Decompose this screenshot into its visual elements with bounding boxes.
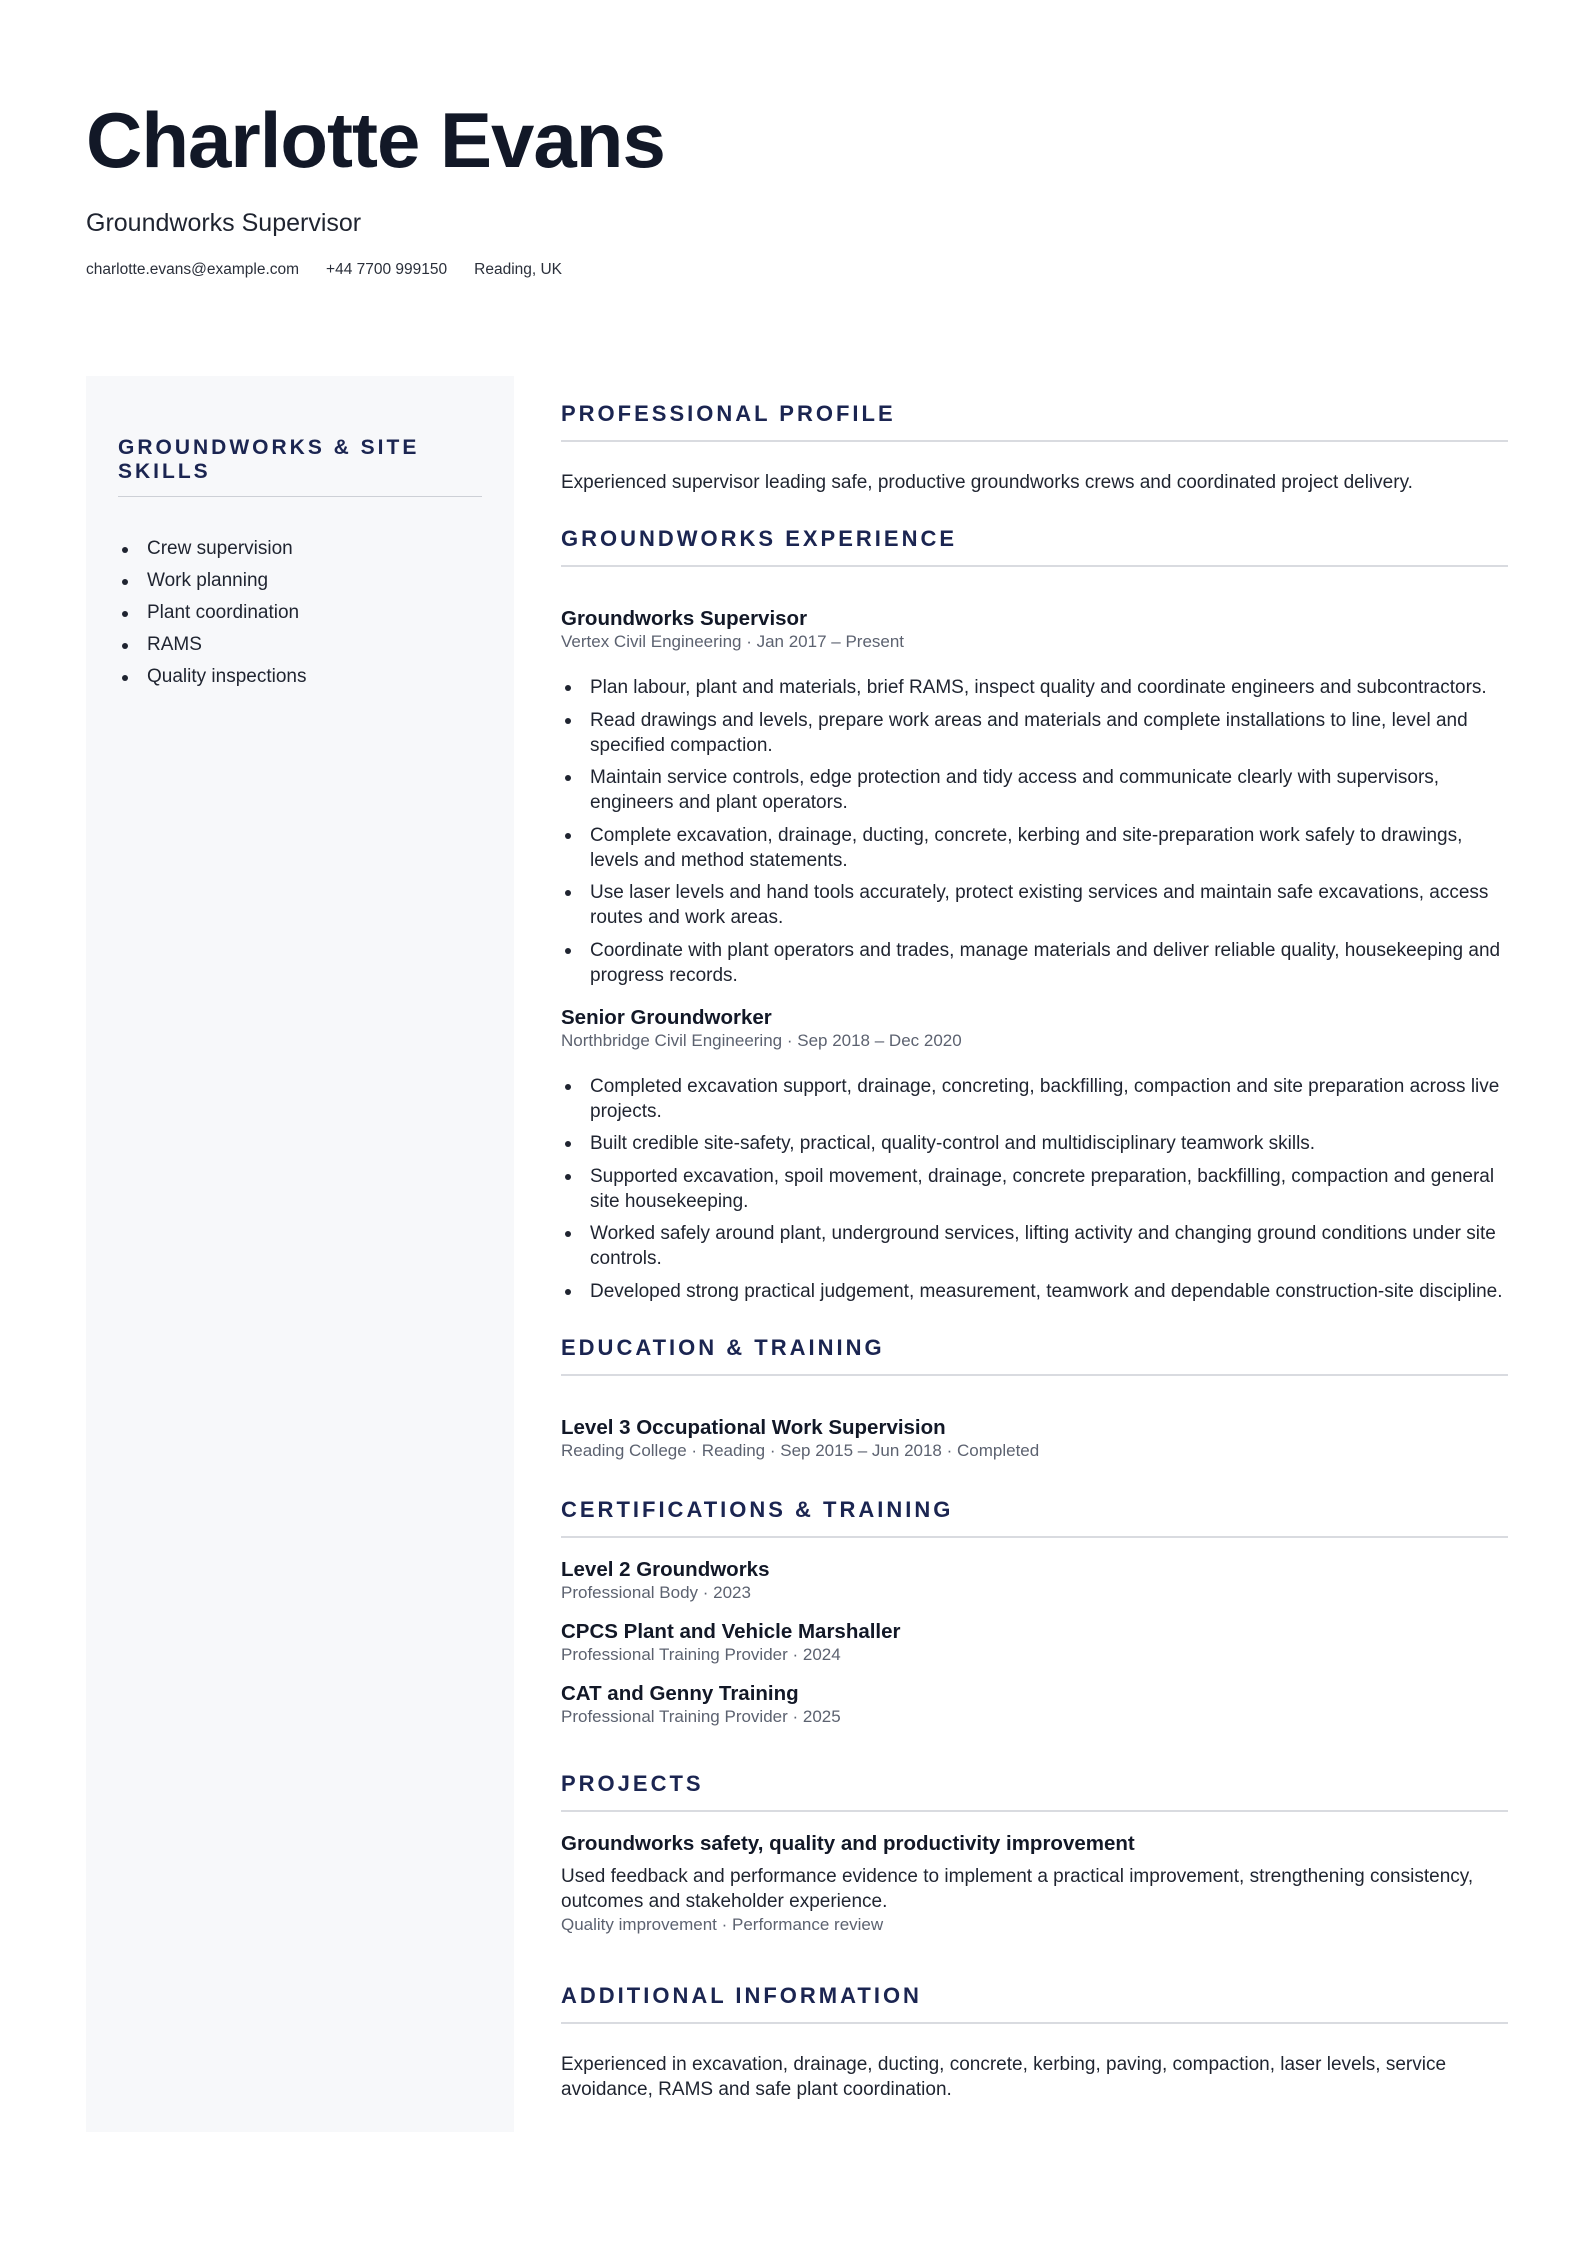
education-title: Level 3 Occupational Work Supervision [561, 1415, 946, 1439]
certification-meta: Professional Training Provider · 2024 [561, 1644, 841, 1664]
education-section-title: EDUCATION & TRAINING [561, 1334, 885, 1360]
section-divider [561, 1810, 1508, 1812]
skill-item: Crew supervision [118, 533, 482, 565]
certification-entry [561, 1558, 1508, 1604]
certification-meta: Professional Body · 2023 [561, 1582, 751, 1602]
certification-entry [561, 1682, 1508, 1728]
skills-sidebar [86, 376, 514, 2132]
education-meta: Reading College · Reading · Sep 2015 – Jun 2018 · Completed [561, 1440, 1040, 1460]
project-title: Groundworks safety, quality and productivity improvement [561, 1831, 1135, 1855]
project-entry [561, 1832, 1508, 1936]
job-entry [561, 1006, 1508, 1304]
job-bullet: Complete excavation, drainage, ducting, concrete, kerbing and site-preparation work safely to drawings, levels and method statements. [561, 823, 1508, 873]
candidate-name: Charlotte Evans [86, 96, 665, 184]
contact-phone: +44 7700 999150 [326, 261, 448, 278]
certifications-section-title: CERTIFICATIONS & TRAINING [561, 1496, 954, 1522]
certification-meta: Professional Training Provider · 2025 [561, 1706, 841, 1726]
resume-header [86, 96, 1506, 280]
job-bullet: Completed excavation support, drainage, concreting, backfilling, compaction and site preparation across live projects. [561, 1074, 1508, 1124]
skills-section-title: GROUNDWORKS & SITE SKILLS [118, 436, 420, 483]
project-meta: Quality improvement · Performance review [561, 1914, 884, 1934]
job-bullet: Coordinate with plant operators and trades, manage materials and deliver reliable quality, housekeeping and progress records. [561, 938, 1508, 988]
skill-item: Quality inspections [118, 661, 482, 693]
additional-text: Experienced in excavation, drainage, ducting, concrete, kerbing, paving, compaction, laser levels, service avoidance, RAMS and safe plant coordination. [561, 2053, 1447, 2100]
job-bullet: Supported excavation, spoil movement, drainage, concrete preparation, backfilling, compaction and general site housekeeping. [561, 1164, 1508, 1214]
skills-list [118, 533, 482, 693]
additional-section-title: ADDITIONAL INFORMATION [561, 1982, 922, 2008]
job-title: Senior Groundworker [561, 1005, 772, 1029]
projects-section-title: PROJECTS [561, 1770, 704, 1796]
section-divider [561, 2022, 1508, 2024]
job-bullet: Read drawings and levels, prepare work areas and materials and complete installations to line, level and specified compaction. [561, 708, 1508, 758]
job-bullets [561, 1074, 1508, 1304]
certification-entry [561, 1620, 1508, 1666]
candidate-role: Groundworks Supervisor [86, 209, 362, 237]
profile-summary: Experienced supervisor leading safe, productive groundworks crews and coordinated project delivery. [561, 472, 1413, 493]
education-entry [561, 1416, 1508, 1462]
job-bullet: Use laser levels and hand tools accurately, protect existing services and maintain safe excavations, access routes and work areas. [561, 880, 1508, 930]
section-divider [561, 1374, 1508, 1376]
skills-divider [118, 496, 482, 497]
contact-line [86, 260, 1506, 280]
job-bullet: Built credible site-safety, practical, quality-control and multidisciplinary teamwork skills. [561, 1131, 1508, 1156]
job-entry [561, 607, 1508, 988]
skill-item: Work planning [118, 565, 482, 597]
job-bullets [561, 675, 1508, 988]
job-meta: Vertex Civil Engineering · Jan 2017 – Present [561, 632, 905, 651]
job-meta: Northbridge Civil Engineering · Sep 2018 – Dec 2020 [561, 1030, 962, 1050]
job-bullet: Developed strong practical judgement, measurement, teamwork and dependable construction-site discipline. [561, 1279, 1508, 1304]
contact-email: charlotte.evans@example.com [86, 261, 300, 278]
certification-title: CAT and Genny Training [561, 1681, 799, 1705]
skill-item: RAMS [118, 629, 482, 661]
main-column [561, 400, 1508, 2102]
job-bullet: Worked safely around plant, underground services, lifting activity and changing ground conditions under site controls. [561, 1221, 1508, 1271]
certification-title: CPCS Plant and Vehicle Marshaller [561, 1619, 901, 1643]
project-description: Used feedback and performance evidence to implement a practical improvement, strengthening consistency, outcomes and stakeholder experience. [561, 1865, 1474, 1912]
section-divider [561, 1536, 1508, 1538]
job-title: Groundworks Supervisor [561, 607, 808, 630]
certification-title: Level 2 Groundworks [561, 1557, 770, 1581]
job-bullet: Plan labour, plant and materials, brief RAMS, inspect quality and coordinate engineers and subcontractors. [561, 675, 1508, 700]
section-divider [561, 565, 1508, 567]
skill-item: Plant coordination [118, 597, 482, 629]
section-divider [561, 440, 1508, 442]
experience-section-title: GROUNDWORKS EXPERIENCE [561, 526, 958, 551]
job-bullet: Maintain service controls, edge protection and tidy access and communicate clearly with supervisors, engineers and plant operators. [561, 765, 1508, 815]
contact-location: Reading, UK [474, 261, 563, 278]
profile-section-title: PROFESSIONAL PROFILE [561, 401, 896, 426]
